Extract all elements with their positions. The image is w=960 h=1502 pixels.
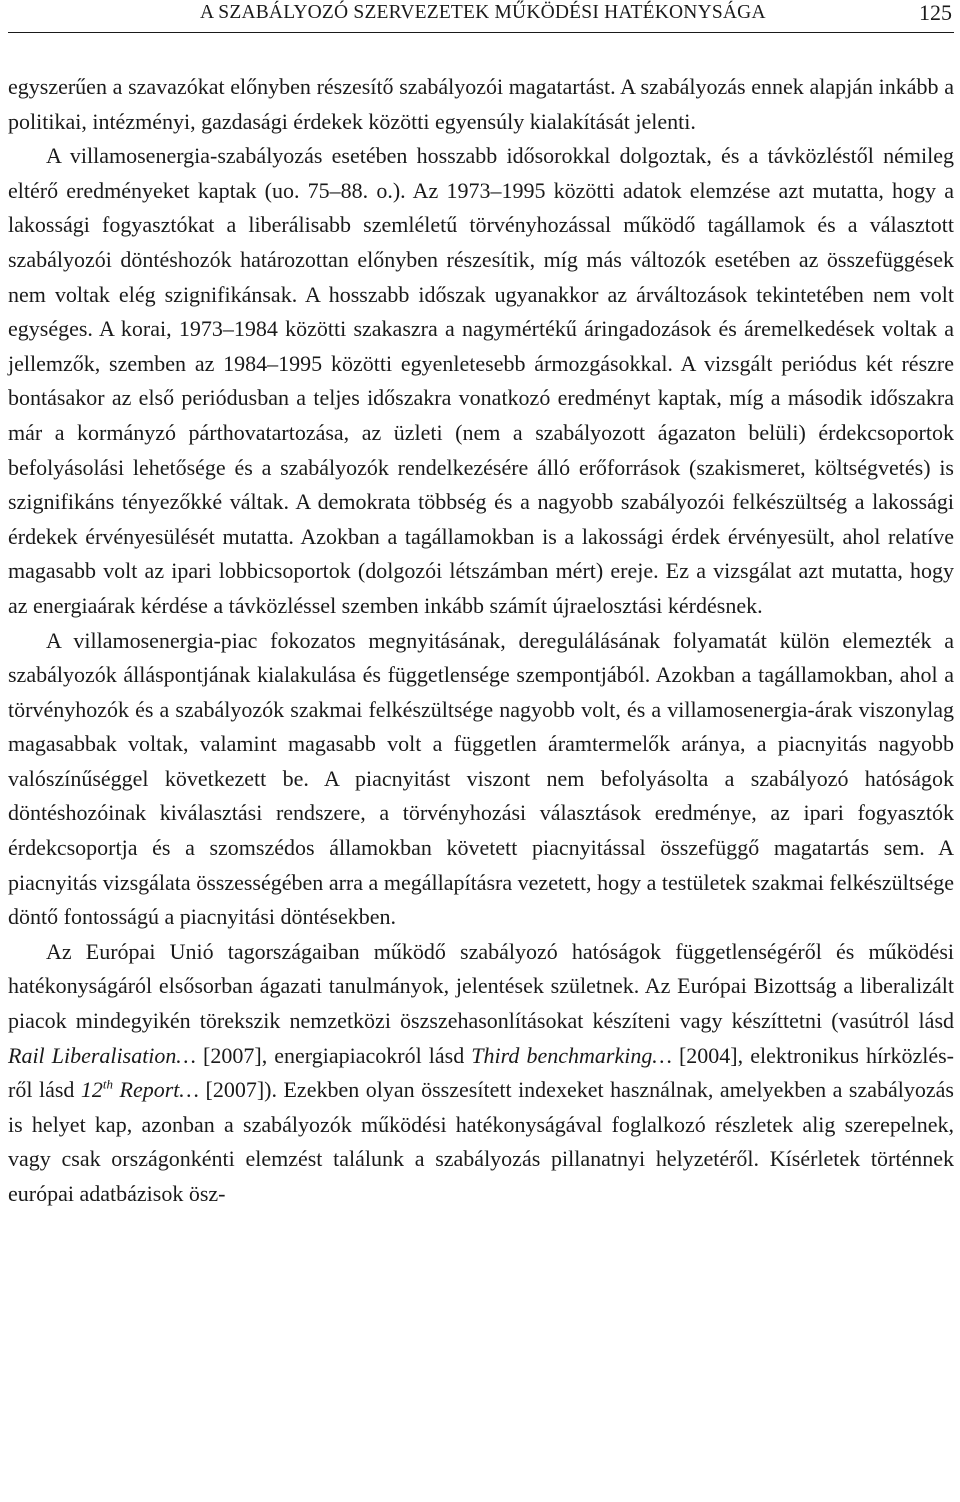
paragraph-4-text-d: [2007]). Ezekben olyan összesített indexeket használnak, amelyekben a szabályozás is helyet kap, azonban a szabályozók működési hatékonyságával foglalkozó részletek alig szerepelnek, vagy csak országonkénti elemzést találunk a szabályozás pillanatnyi helyzetéről. Kísérletek történnek európai adatbázisok ösz- [8,1077,954,1206]
citation-rail-liberalisation: Rail Liberalisation… [8,1042,196,1068]
citation-12th-number: 12 [80,1077,103,1103]
paragraph-4-text-b: [2007], energiapiacokról lásd [195,1042,472,1068]
citation-third-benchmarking: Third benchmarking… [471,1042,672,1068]
citation-12th-report [81,1077,199,1102]
citation-report-title: Report… [113,1077,199,1103]
paragraph-1: egyszerűen a szavazókat előnyben részesítő szabályozói magatartást. A szabályozás ennek alapján inkább a politikai, intézményi, gazdasági érdekek közötti egyensúly kialakítását jelenti. [8,74,954,134]
paragraph-4 [8,935,954,1212]
document-page [8,0,954,1212]
page-number: 125 [919,0,952,25]
citation-12th-suffix: th [102,1076,114,1092]
paragraph-4-text-a: Az Európai Unió tagországaiban működő szabályozó hatóságok függetlenségéről és működési hatékonyságáról elsősorban ágazati tanulmányok, jelentések születnek. Az Európai Bizottság a liberalizált piacok mindegyikén törekszik nemzetközi öszszehasonlításokat készíteni vagy készíttetni (vasútról lásd [8,938,954,1034]
paragraph-2: A villamosenergia-szabályozás esetében hosszabb idősorokkal dolgoztak, és a távközléstől némileg eltérő eredményeket kaptak (uo. 75–88. o.). Az 1973–1995 közötti adatok elemzése azt mutatta, hogy a lakossági fogyasztókat a liberálisabb szemléletű törvényhozással működő tagállamok és a választott szabályozói döntéshozók határozottan előnyben részesítik, míg más változók esetében az összefüggések nem voltak elég szignifikánsak. A hosszabb időszak ugyanakkor az árváltozások tekintetében nem volt egységes. A korai, 1973–1984 közötti szakaszra a nagymértékű áringadozások és áremelkedések voltak a jellemzők, szemben az 1984–1995 közötti egyenletesebb ármozgásokkal. A vizsgált periódus két részre bontásakor az első periódusban a teljes időszakra vonatkozó eredményt kaptak, míg a második időszakra már a kormányzó párthovatartozása, az üzleti (nem a szabályozott ágazaton belüli) érdekcsoportok befolyásolási lehetősége és a szabályozók rendelkezésére álló erőforrások (szakismeret, költségvetés) is szignifikáns tényezőkké váltak. A demokrata többség és a nagyobb szabályozói felkészültség a lakossági érdekek érvényesülését mutatta. Azokban a tagállamokban is a lakossági érdek érvényesült, ahol relatíve magasabb volt az ipari lobbicsoportok (dolgozói létszámban mért) ereje. Ez a vizsgálat azt mutatta, hogy az energiaárak kérdése a távközléssel szemben inkább számít újraelosztási kérdésnek. [8,143,954,618]
running-title: A SZABÁLYOZÓ SZERVEZETEK MŰKÖDÉSI HATÉKONYSÁGA [200,2,766,23]
paragraph-4-text-c: [2004], elektronikus hírközlésről lásd [8,1042,954,1103]
paragraph-3: A villamosenergia-piac fokozatos megnyitásának, deregulálásának folyamatát külön elemezték a szabályozók álláspontjának kialakulása és függetlensége szempontjából. Azokban a tagállamokban, ahol a törvényhozók és a szabályozók szakmai felkészültsége nagyobb volt, és a villamosenergia-árak viszonylag magasabbak voltak, valamint magasabb volt a független áramtermelők aránya, a piacnyitás nagyobb valószínűséggel következett be. A piacnyitást viszont nem befolyásolta a szabályozó hatóságok döntéshozóinak kiválasztási rendszere, a törvényhozási választások eredménye, az ipari fogyasztók érdekcsoportja és a szomszédos államokban követett piacnyitással összefüggő magatartás sem. A piacnyitás vizsgálata összességében arra a megállapításra vezetett, hogy a testületek szakmai felkészültsége döntő fontosságú a piacnyitási döntésekben. [8,627,954,930]
body-text [8,70,954,1212]
running-header [8,0,954,33]
